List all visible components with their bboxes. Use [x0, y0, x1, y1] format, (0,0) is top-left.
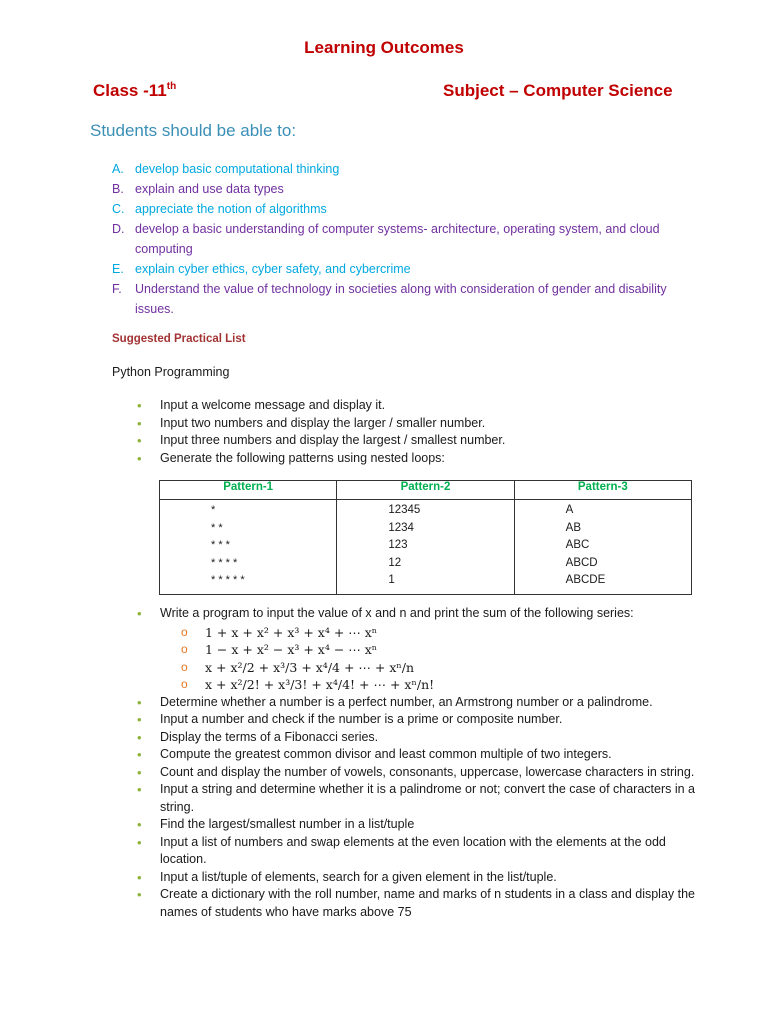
bullet-icon: • — [137, 782, 142, 797]
bullet-icon: • — [137, 747, 142, 762]
outcome-text: Understand the value of technology in societies along with consideration of gender and disability issues. — [135, 282, 667, 316]
list-item-text: Input a list of numbers and swap elements at the even location with the elements at the odd location. — [160, 834, 666, 866]
students-intro: Students should be able to: — [90, 121, 297, 140]
outcome-item — [112, 259, 692, 279]
pattern-line: * — [211, 504, 216, 516]
bullet-icon: • — [137, 712, 142, 727]
class-label — [93, 81, 176, 101]
list-item — [135, 816, 695, 834]
bullet-icon: • — [137, 817, 142, 832]
pattern-2-cell — [337, 500, 514, 595]
outcome-letter: D. — [112, 222, 125, 236]
outcome-letter: C. — [112, 202, 125, 216]
bullet-icon: • — [137, 694, 142, 710]
pattern-line: 12345 — [388, 504, 421, 516]
bullet-icon: • — [137, 729, 142, 745]
pattern-line: A — [565, 504, 574, 516]
series-expression: 1 + x + x² + x³ + x⁴ + ⋯ xⁿ — [205, 624, 378, 640]
bullet-icon: • — [137, 869, 142, 885]
list-item — [135, 834, 695, 869]
bullet-icon: • — [137, 450, 142, 466]
bullet-icon: • — [137, 834, 142, 850]
list-item-text: Input three numbers and display the largest / smallest number. — [160, 433, 506, 447]
list-item-text: Input a number and check if the number is a prime or composite number. — [160, 712, 563, 726]
list-item-text: Input a welcome message and display it. — [160, 398, 386, 412]
series-item — [135, 624, 695, 642]
list-item-text: Input a list/tuple of elements, search for a given element in the list/tuple. — [160, 869, 557, 884]
series-item — [135, 676, 695, 694]
pattern-1-cell — [160, 500, 337, 595]
list-item-text: Generate the following patterns using nested loops: — [160, 450, 445, 465]
series-item — [135, 641, 695, 659]
list-item — [135, 432, 695, 450]
list-item — [135, 605, 695, 623]
bullet-icon: • — [137, 433, 142, 448]
pattern-line: ABCD — [565, 556, 598, 569]
practical-list-2 — [135, 605, 695, 921]
sub-bullet-icon: o — [181, 624, 188, 639]
outcome-text: develop a basic understanding of computer systems- architecture, operating system, and cloud computing — [135, 222, 660, 256]
outcome-text: explain cyber ethics, cyber safety, and cybercrime — [135, 262, 411, 276]
column-header: Pattern-1 — [160, 481, 337, 500]
pattern-line: 12 — [388, 556, 402, 569]
pattern-line: * * — [211, 521, 223, 534]
list-item-text: Count and display the number of vowels, consonants, uppercase, lowercase characters in string. — [160, 764, 695, 779]
sub-bullet-icon: o — [181, 659, 188, 674]
pattern-line: * * * * * — [211, 574, 245, 586]
patterns-table — [159, 480, 692, 595]
list-item — [135, 781, 695, 816]
list-item — [135, 746, 695, 764]
outcome-item — [112, 179, 692, 199]
series-expression: x + x²/2 + x³/3 + x⁴/4 + ⋯ + xⁿ/n — [205, 659, 415, 675]
pattern-line: * * * * — [211, 556, 238, 569]
series-list — [135, 624, 695, 694]
outcome-item — [112, 159, 692, 179]
list-item — [135, 450, 695, 468]
sub-bullet-icon: o — [181, 642, 188, 656]
outcome-item — [112, 219, 692, 259]
outcome-letter: F. — [112, 282, 122, 296]
table-header-row — [160, 481, 692, 500]
pattern-line: AB — [565, 521, 581, 534]
outcome-text: appreciate the notion of algorithms — [135, 202, 327, 216]
series-item — [135, 659, 695, 677]
outcome-item — [112, 279, 692, 319]
pattern-line: 1234 — [388, 521, 414, 534]
outcome-letter: E. — [112, 262, 124, 276]
python-programming-title: Python Programming — [112, 365, 230, 379]
list-item-text: Find the largest/smallest number in a list/tuple — [160, 817, 415, 831]
bullet-icon: • — [137, 764, 142, 780]
list-item — [135, 415, 695, 433]
page-title: Learning Outcomes — [304, 38, 464, 57]
outcome-text: develop basic computational thinking — [135, 162, 340, 176]
column-header: Pattern-2 — [337, 481, 514, 500]
list-item — [135, 397, 695, 415]
outcomes-list — [112, 159, 692, 319]
bullet-icon: • — [137, 398, 142, 413]
list-item — [135, 729, 695, 747]
list-item-text: Input a string and determine whether it is a palindrome or not; convert the case of characters in a string. — [160, 782, 696, 814]
list-item — [135, 711, 695, 729]
list-item — [135, 764, 695, 782]
list-item-text: Input two numbers and display the larger / smaller number. — [160, 415, 486, 430]
pattern-line: 123 — [388, 539, 408, 551]
practical-list-1 — [135, 397, 695, 467]
outcome-text: explain and use data types — [135, 182, 284, 196]
practical-list-title: Suggested Practical List — [112, 333, 246, 345]
bullet-icon: • — [137, 887, 142, 902]
series-expression: x + x²/2! + x³/3! + x⁴/4! + ⋯ + xⁿ/n! — [205, 677, 435, 692]
list-item-text: Determine whether a number is a perfect number, an Armstrong number or a palindrome. — [160, 694, 653, 709]
sub-bullet-icon: o — [181, 677, 188, 691]
bullet-icon: • — [137, 415, 142, 431]
table-row — [160, 500, 692, 595]
list-item-text: Create a dictionary with the roll number, name and marks of n students in a class and display the names of students who have marks above 75 — [160, 887, 696, 919]
class-label-superscript: th — [166, 81, 177, 92]
list-item — [135, 869, 695, 887]
outcome-item — [112, 199, 692, 219]
list-item-text: Display the terms of a Fibonacci series. — [160, 729, 379, 744]
list-item — [135, 694, 695, 712]
outcome-letter: A. — [112, 162, 124, 176]
pattern-line: * * * — [211, 539, 230, 551]
pattern-3-cell — [514, 500, 691, 595]
series-expression: 1 − x + x² − x³ + x⁴ − ⋯ xⁿ — [205, 642, 378, 657]
outcome-letter: B. — [112, 182, 124, 196]
bullet-icon: • — [137, 606, 142, 621]
pattern-line: ABCDE — [565, 574, 606, 586]
class-label-text: Class -11 — [93, 81, 167, 100]
column-header: Pattern-3 — [514, 481, 691, 500]
list-item-text: Write a program to input the value of x and n and print the sum of the following series: — [160, 606, 634, 620]
pattern-line: 1 — [388, 574, 395, 586]
list-item — [135, 886, 695, 921]
pattern-line: ABC — [565, 539, 590, 551]
subject-label: Subject – Computer Science — [443, 81, 673, 100]
list-item-text: Compute the greatest common divisor and least common multiple of two integers. — [160, 747, 612, 761]
